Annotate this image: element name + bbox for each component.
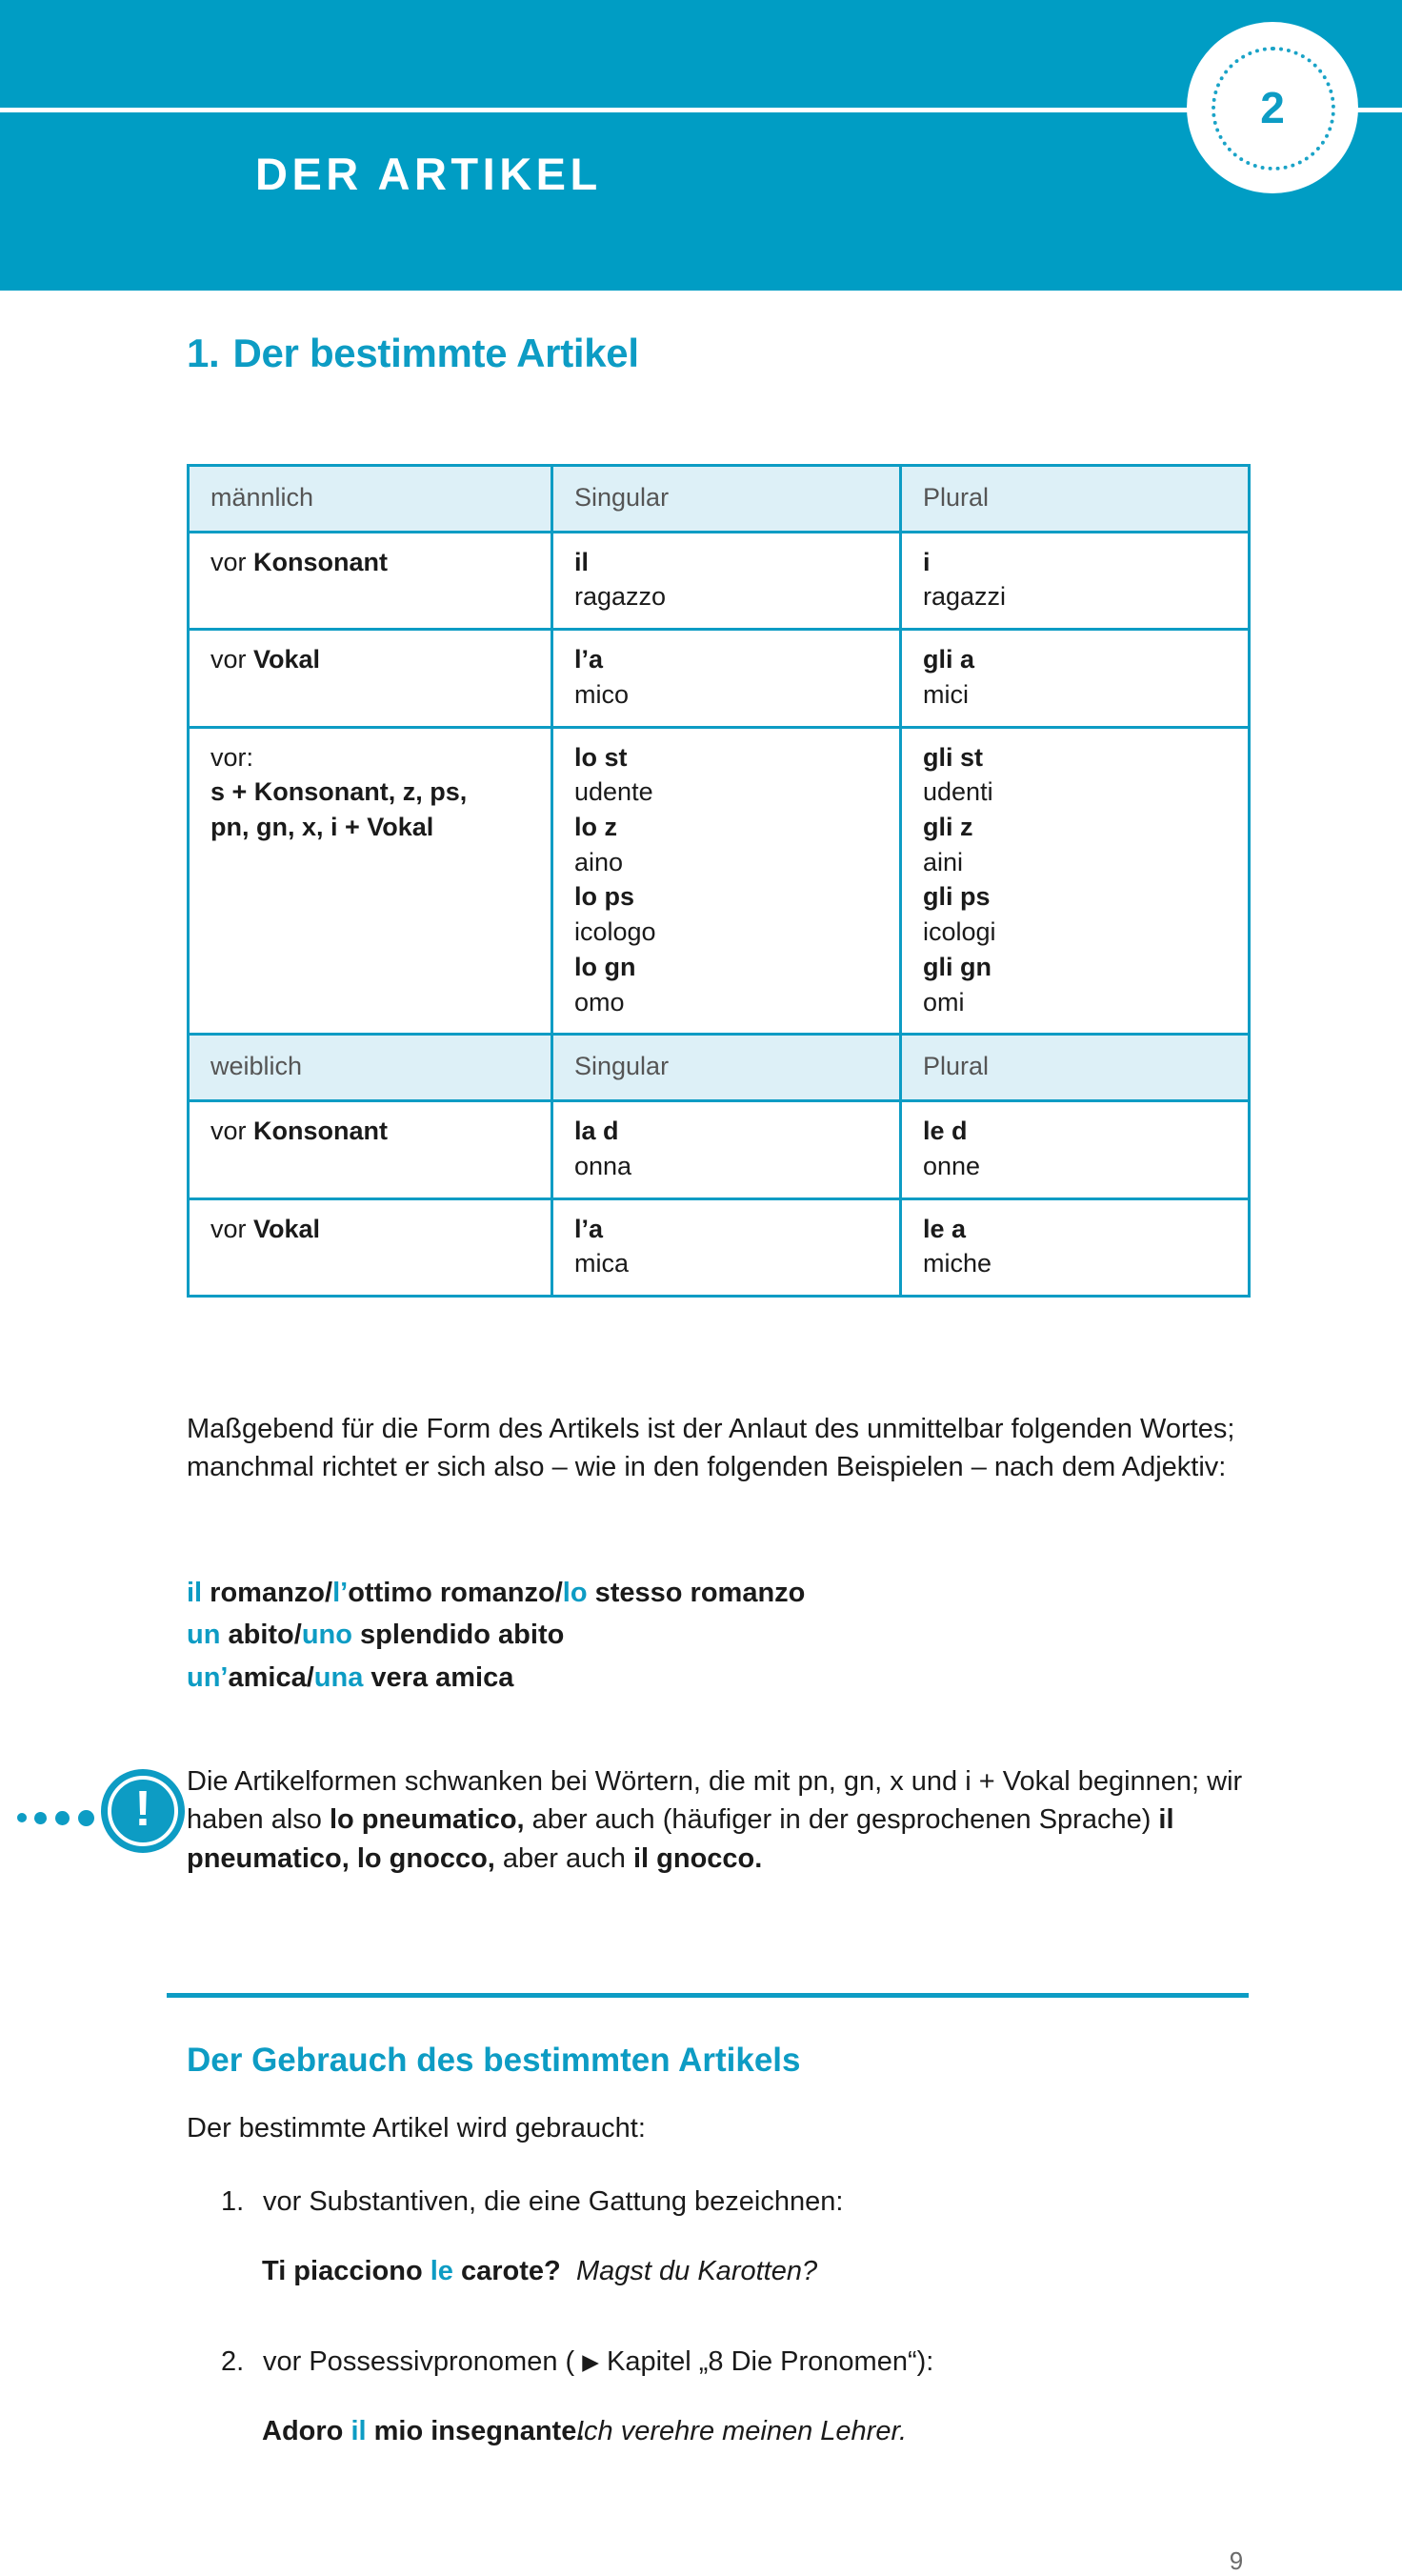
article-form: lo st: [574, 742, 628, 772]
article-form: le: [430, 2256, 453, 2286]
noun-form: ragazzi: [923, 582, 1007, 612]
noun-form: aini: [923, 847, 964, 876]
condition-prefix: vor:: [210, 742, 254, 772]
article-form: gli z: [923, 813, 973, 842]
noun-form: mici: [923, 679, 969, 709]
list-item-text-after: Kapitel „8 Die Pronomen“):: [598, 2346, 934, 2377]
table-header-cell-singular: Singular: [552, 466, 901, 533]
noun-form: amica/: [228, 1661, 314, 1693]
article-form: uno: [301, 1620, 352, 1651]
section-heading: [187, 331, 639, 376]
sentence-text: Adoro: [262, 2416, 351, 2446]
usage-list-item: [221, 2186, 1221, 2218]
table-cell-condition: [189, 532, 552, 629]
noun-form: icologo: [574, 917, 656, 947]
usage-list-item: [221, 2346, 1221, 2378]
condition-keyword: Vokal: [253, 645, 321, 674]
list-item-text-before: vor Possessivpronomen (: [263, 2346, 583, 2377]
table-cell-condition: [189, 630, 552, 727]
condition-prefix: vor: [210, 645, 254, 674]
article-form: le d: [923, 1117, 968, 1146]
table-cell-singular: [552, 1198, 901, 1296]
article-form: le a: [923, 1214, 967, 1243]
table-row: [189, 1198, 1250, 1296]
note-plain-text: aber auch (häufiger in der gesprochenen Sprache): [524, 1804, 1159, 1836]
note-callout-text: [187, 1762, 1244, 1878]
list-item-number: 2.: [221, 2346, 245, 2377]
table-cell-plural: [901, 727, 1250, 1035]
table-header-cell-plural: Plural: [901, 466, 1250, 533]
noun-form: udenti: [923, 777, 993, 807]
article-form: l’: [332, 1578, 349, 1608]
usage-lead-text: Der bestimmte Artikel wird gebraucht:: [187, 2113, 646, 2143]
condition-keyword: Konsonant: [253, 547, 389, 576]
page-title: DER ARTIKEL: [255, 149, 602, 199]
table-cell-singular: [552, 727, 901, 1035]
table-cell-plural: [901, 1101, 1250, 1198]
section-number: 1.: [187, 331, 220, 375]
reference-arrow-icon: ▶: [582, 2349, 599, 2374]
table-header-cell-singular: Singular: [552, 1035, 901, 1101]
article-form: l’a: [574, 645, 604, 674]
example-line-2: [187, 1614, 805, 1656]
table-cell-condition: [189, 727, 552, 1035]
list-item-text: [263, 2346, 1221, 2378]
noun-form: abito/: [220, 1620, 302, 1651]
noun-form: icologi: [923, 917, 996, 947]
condition-prefix: vor: [210, 1214, 254, 1243]
article-form: una: [313, 1661, 364, 1693]
article-form: la d: [574, 1117, 619, 1146]
noun-form: splendido abito: [351, 1620, 565, 1651]
article-form: i: [923, 547, 931, 576]
table-header-cell-gender: männlich: [189, 466, 552, 533]
note-plain-text: aber auch: [494, 1842, 633, 1874]
sentence-text: mio insegnante.: [366, 2416, 585, 2446]
noun-form: romanzo/: [202, 1578, 333, 1608]
article-form: lo ps: [574, 882, 635, 912]
table-row: [189, 630, 1250, 727]
table-cell-plural: [901, 630, 1250, 727]
noun-form: mica: [574, 1249, 630, 1278]
chapter-header-band: [0, 0, 1402, 291]
condition-keyword: s + Konsonant, z, ps,: [210, 777, 468, 807]
condition-prefix: vor: [210, 1117, 254, 1146]
article-form: gli st: [923, 742, 984, 772]
example-line-3: [187, 1657, 805, 1699]
sentence-text: Ti piacciono: [262, 2256, 431, 2286]
definite-article-table: [187, 464, 1251, 1298]
note-emphasis: il pneumatico, lo gnocco,: [187, 1804, 1174, 1874]
table-row: [189, 532, 1250, 629]
noun-form: mico: [574, 679, 630, 709]
table-cell-singular: [552, 630, 901, 727]
table-cell-plural: [901, 1198, 1250, 1296]
note-emphasis: il gnocco.: [632, 1842, 763, 1874]
table-row: [189, 1035, 1250, 1101]
table-cell-condition: [189, 1198, 552, 1296]
table-cell-condition: [189, 1101, 552, 1198]
chapter-number-badge: [1187, 22, 1358, 193]
table-cell-singular: [552, 532, 901, 629]
trail-dot-icon: [17, 1813, 27, 1822]
noun-form: ottimo romanzo/: [348, 1578, 563, 1608]
trail-dot-icon: [55, 1811, 70, 1825]
noun-form: aino: [574, 847, 624, 876]
article-form: il: [350, 2416, 367, 2446]
trail-dot-icon: [78, 1810, 94, 1826]
noun-form: omo: [574, 987, 625, 1016]
german-translation: Magst du Karotten?: [576, 2256, 818, 2286]
italian-sentence: [262, 2416, 584, 2447]
noun-form: udente: [574, 777, 653, 807]
table-cell-singular: [552, 1101, 901, 1198]
example-line-1: [187, 1572, 805, 1614]
intro-paragraph: Maßgebend für die Form des Artikels ist der Anlaut des unmittelbar folgenden Wortes; manchmal richtet er sich also – wie in den folgenden Beispielen – nach dem Adjektiv:: [187, 1414, 1235, 1483]
noun-form: onne: [923, 1151, 981, 1180]
article-form: lo gn: [574, 952, 636, 981]
trail-dot-icon: [34, 1812, 47, 1824]
table-body: [189, 466, 1250, 1297]
noun-form: onna: [574, 1151, 632, 1180]
exclamation-glyph: !: [134, 1781, 151, 1837]
note-emphasis: lo pneumatico,: [329, 1804, 525, 1836]
table-row: [189, 1101, 1250, 1198]
article-form: lo: [562, 1578, 588, 1608]
noun-form: vera amica: [363, 1661, 514, 1693]
table-header-cell-gender: weiblich: [189, 1035, 552, 1101]
italian-sentence: [262, 2256, 561, 2287]
page-number: 9: [1229, 2546, 1244, 2575]
article-form: il: [574, 547, 590, 576]
exclamation-icon: [101, 1769, 185, 1853]
subsection-heading: Der Gebrauch des bestimmten Artikels: [187, 2042, 801, 2079]
table-row: [189, 466, 1250, 533]
table-header-cell-plural: Plural: [901, 1035, 1250, 1101]
table-cell-plural: [901, 532, 1250, 629]
section-divider: [167, 1993, 1249, 1998]
condition-prefix: vor: [210, 547, 254, 576]
article-form: un’: [187, 1661, 229, 1693]
note-plain-text: Die Artikelformen schwanken bei Wörtern, die mit pn, gn, x und i + Vokal beginnen; wir haben also: [187, 1766, 1243, 1836]
condition-keyword: Konsonant: [253, 1117, 389, 1146]
article-form: il: [187, 1578, 203, 1608]
article-form: gli ps: [923, 882, 991, 912]
noun-form: miche: [923, 1249, 992, 1278]
noun-form: ragazzo: [574, 582, 667, 612]
condition-keyword: Vokal: [253, 1214, 321, 1243]
article-form: un: [187, 1620, 221, 1651]
article-form: gli gn: [923, 952, 991, 981]
article-form: l’a: [574, 1214, 604, 1243]
chapter-number-label: 2: [1260, 83, 1285, 132]
note-callout-icon-group: [17, 1765, 170, 1870]
list-item-text: vor Substantiven, die eine Gattung bezeichnen:: [263, 2186, 844, 2217]
noun-form: omi: [923, 987, 965, 1016]
sentence-text: carote?: [452, 2256, 561, 2286]
noun-form: stesso romanzo: [587, 1578, 806, 1608]
article-form: gli a: [923, 645, 975, 674]
table-row: [189, 727, 1250, 1035]
section-title: Der bestimmte Artikel: [232, 331, 639, 375]
article-form: lo z: [574, 813, 617, 842]
condition-keyword: pn, gn, x, i + Vokal: [210, 813, 434, 842]
german-translation: Ich verehre meinen Lehrer.: [576, 2416, 908, 2446]
article-examples-list: [187, 1572, 805, 1699]
list-item-number: 1.: [221, 2186, 245, 2217]
